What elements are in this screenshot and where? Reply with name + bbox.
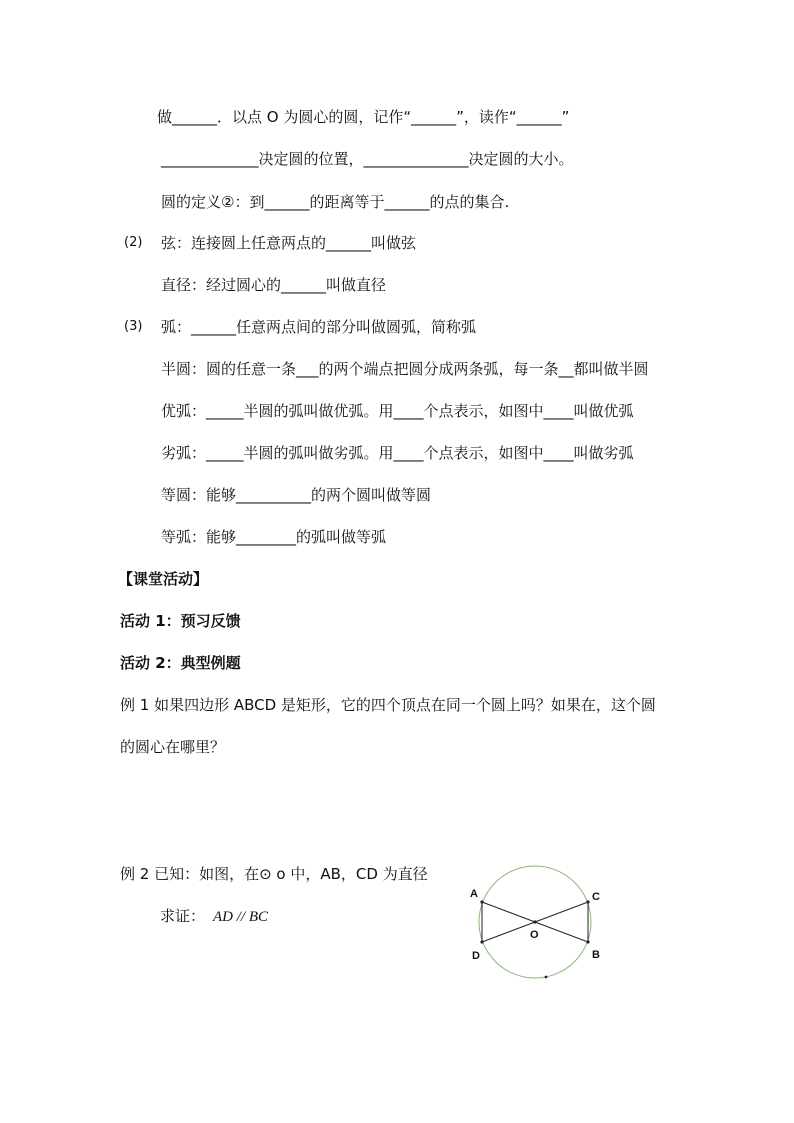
activity-2-heading: 活动 2：典型例题 (120, 654, 241, 672)
point-d (480, 940, 483, 943)
major-arc-definition: 优弧：_____半圆的弧叫做优弧。用____个点表示，如图中____叫做优弧 (161, 402, 634, 420)
circle-definition-2: 圆的定义②：到______的距离等于______的点的集合. (161, 193, 510, 211)
label-d: D (472, 950, 480, 962)
equal-arcs-definition: 等弧：能够________的弧叫做等弧 (161, 528, 387, 546)
section3-number: (3) (124, 319, 143, 334)
point-c (586, 900, 589, 903)
example-2-prove (160, 906, 268, 927)
circle-figure (465, 862, 605, 982)
prove-label: 求证： (160, 907, 206, 925)
classroom-heading: 【课堂活动】 (118, 570, 209, 588)
example-1-line1: 例 1 如果四边形 ABCD 是矩形，它的四个顶点在同一个圆上吗？如果在，这个圆 (120, 696, 656, 714)
label-o: O (530, 929, 539, 941)
section1-line2: _____________决定圆的位置，______________决定圆的大小。 (161, 150, 574, 168)
label-c: C (592, 891, 600, 903)
label-a: A (470, 888, 478, 900)
label-b: B (592, 949, 600, 961)
section2-number: (2) (124, 235, 143, 250)
example-2-given: 例 2 已知：如图，在⊙ o 中，AB，CD 为直径 (120, 865, 428, 883)
chord-definition: 弦：连接圆上任意两点的______叫做弦 (161, 234, 417, 252)
diameter-definition: 直径：经过圆心的______叫做直径 (161, 276, 387, 294)
point-b (586, 940, 589, 943)
prove-expression: AD // BC (213, 909, 269, 925)
section1-line1: 做______．以点 O 为圆心的圆，记作“______”，读作“______” (157, 108, 570, 126)
point-a (480, 900, 483, 903)
activity-1-heading: 活动 1：预习反馈 (120, 612, 241, 630)
example-1-line2: 的圆心在哪里？ (120, 738, 226, 756)
equal-circles-definition: 等圆：能够__________的两个圆叫做等圆 (161, 486, 432, 504)
arc-definition: 弧：______任意两点间的部分叫做圆弧，简称弧 (161, 318, 477, 336)
semicircle-definition: 半圆：圆的任意一条___的两个端点把圆分成两条弧，每一条__都叫做半圆 (161, 360, 649, 378)
point-bottom (545, 976, 548, 979)
minor-arc-definition: 劣弧：_____半圆的弧叫做劣弧。用____个点表示，如图中____叫做劣弧 (161, 444, 634, 462)
point-o (533, 920, 536, 923)
